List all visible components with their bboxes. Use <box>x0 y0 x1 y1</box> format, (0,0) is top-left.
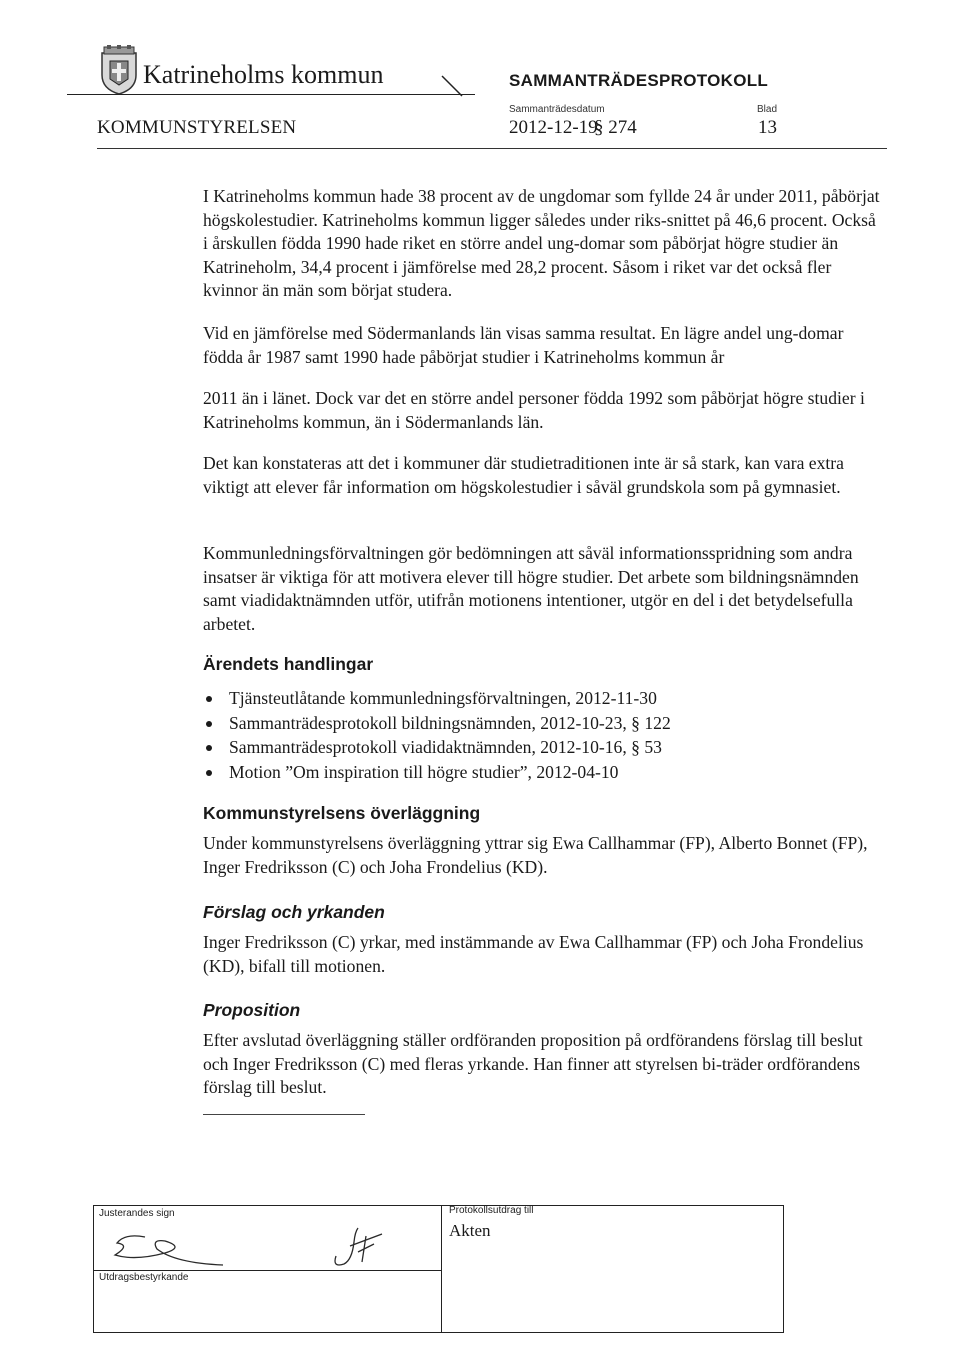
document-type: SAMMANTRÄDESPROTOKOLL <box>509 71 769 90</box>
logo-name: Katrineholms kommun <box>143 60 384 89</box>
logo-wordmark <box>143 60 383 90</box>
forslag-text: Inger Fredriksson (C) yrkar, med instämmande av Ewa Callhammar (FP) och Joha Frondelius (KD), bifall till motionen. <box>203 932 864 976</box>
list-item <box>203 711 671 736</box>
signature-divider <box>93 1270 442 1271</box>
protokollsutdrag-value: Akten <box>449 1221 491 1240</box>
body-paragraph-2: Vid en jämförelse med Södermanlands län visas samma resultat. En lägre andel ung-domar födda år 1987 samt 1990 hade påbörjat studier i Katrineholms kommun år <box>203 323 844 367</box>
justerandes-sign-label: Justerandes sign <box>99 1208 175 1219</box>
body-paragraph-1: I Katrineholms kommun hade 38 procent av de ungdomar som fyllde 24 år under 2011, påbörjat högskolestudier. Katrineholms kommun ligger således under riks-snittet på 46,6 procent. Också i årskullen födda 1990 hade riket en större andel ung-domar som påbörjat högre studier än Katrineholm, 34,4 procent i jämförelse med 28,2 procent. Såsom i riket var det också fler kvinnor än män som börjat studera. <box>203 186 880 300</box>
end-divider <box>203 1114 365 1115</box>
body-paragraph-5: Kommunledningsförvaltningen gör bedömningen att såväl informationsspridning som andra insatser är viktiga för att motivera elever till högre studier. Det arbete som bildningsnämnden samt viadidaktnämnden utför, utifrån motionens intentioner, utgör en del i det betydelsefulla arbetet. <box>203 543 859 634</box>
meeting-date: 2012-12-19 <box>509 117 598 138</box>
bullet-icon <box>206 745 212 751</box>
list-item <box>203 735 671 760</box>
protokollsutdrag-label: Protokollsutdrag till <box>449 1205 534 1216</box>
bullet-icon <box>206 721 212 727</box>
heading-overlaggning: Kommunstyrelsens överläggning <box>203 803 481 823</box>
paragraph-number: § 274 <box>594 117 637 138</box>
page-label: Blad <box>757 104 778 115</box>
proposition-text: Efter avslutad överläggning ställer ordföranden proposition på ordförandens förslag till beslut och Inger Fredriksson (C) med fleras yrkande. Han finner att styrelsen bi-träder ordförandens förslag till beslut. <box>203 1030 863 1097</box>
list-item-text: Tjänsteutlåtande kommunledningsförvaltningen, 2012-11-30 <box>229 688 657 708</box>
list-item-text: Sammanträdesprotokoll viadidaktnämnden, 2012-10-16, § 53 <box>229 737 662 757</box>
utdragsbestyrkande-label: Utdragsbestyrkande <box>99 1272 189 1283</box>
page-number: 13 <box>758 117 777 138</box>
bullet-icon <box>206 696 212 702</box>
document-list <box>203 686 671 784</box>
list-item-text: Sammanträdesprotokoll bildningsnämnden, 2012-10-23, § 122 <box>229 712 671 733</box>
list-item-text: Motion ”Om inspiration till högre studier”, 2012-04-10 <box>229 761 619 782</box>
list-item <box>203 686 671 711</box>
handwritten-signature-2 <box>322 1222 384 1272</box>
bullet-icon <box>206 770 212 776</box>
heading-proposition: Proposition <box>203 1000 301 1020</box>
header-divider <box>97 148 887 149</box>
date-label: Sammanträdesdatum <box>509 104 605 115</box>
heading-forslag: Förslag och yrkanden <box>203 902 385 922</box>
handwritten-signature-1 <box>105 1225 225 1270</box>
municipal-crest-logo <box>98 45 140 95</box>
body-paragraph-4: Det kan konstateras att det i kommuner där studietraditionen inte är så stark, kan vara extra viktigt att elever får information om högskolestudier i såväl grundskola som på gymnasiet. <box>203 453 844 497</box>
overlaggning-text: Under kommunstyrelsens överläggning yttrar sig Ewa Callhammar (FP), Alberto Bonnet (FP), Inger Fredriksson (C) och Joha Frondelius (KD). <box>203 833 868 877</box>
heading-arendets-handlingar: Ärendets handlingar <box>203 654 374 674</box>
body-paragraph-3: 2011 än i länet. Dock var det en större andel personer födda 1992 som påbörjat högre studier i Katrineholms kommun, än i Södermanlands län. <box>203 388 865 432</box>
list-item <box>203 760 671 785</box>
logo-slash-mark <box>440 74 464 98</box>
organisation-name: KOMMUNSTYRELSEN <box>97 117 297 138</box>
logo-underline <box>67 94 475 95</box>
